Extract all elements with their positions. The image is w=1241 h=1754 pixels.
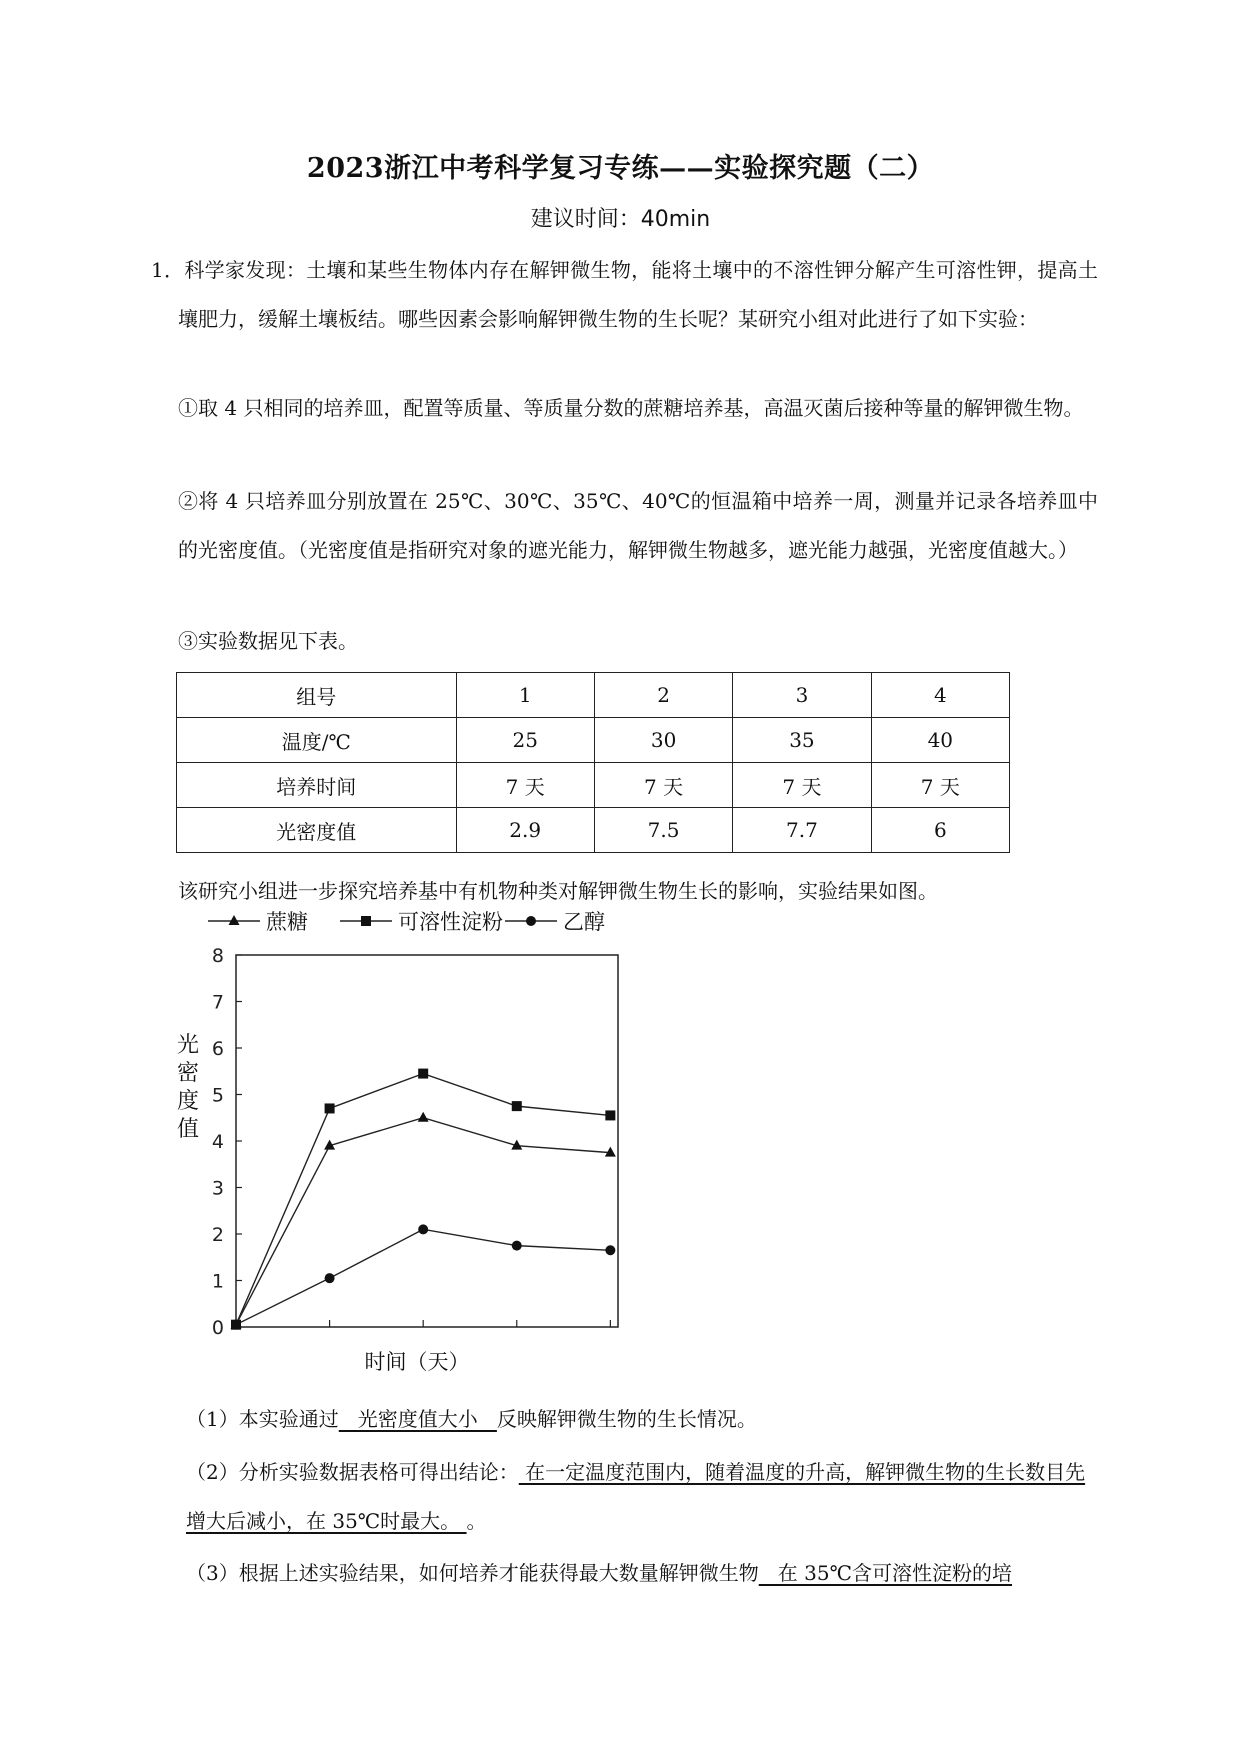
table-cell: 7 天 bbox=[871, 763, 1009, 808]
table-cell: 2.9 bbox=[456, 808, 594, 853]
data-point-circle bbox=[231, 1320, 241, 1330]
table-cell: 2 bbox=[594, 673, 732, 718]
table-cell: 1 bbox=[456, 673, 594, 718]
experiment-data-table bbox=[176, 672, 1010, 853]
data-point-circle bbox=[605, 1245, 615, 1255]
answer-1 bbox=[186, 1395, 1096, 1444]
answer-1-blank: 光密度值大小 bbox=[338, 1407, 497, 1431]
answer-3-blank: 在 35℃含可溶性淀粉的培 bbox=[758, 1561, 1012, 1585]
table-cell: 7.7 bbox=[733, 808, 871, 853]
legend-label: 蔗糖 bbox=[266, 910, 308, 934]
table-row-header: 培养时间 bbox=[177, 763, 457, 808]
table-cell: 4 bbox=[871, 673, 1009, 718]
y-tick-label: 2 bbox=[211, 1224, 224, 1246]
y-axis-label: 值 bbox=[176, 1117, 200, 1142]
data-point-square bbox=[325, 1103, 335, 1113]
suggested-time: 建议时间：40min bbox=[530, 207, 711, 232]
data-point-square bbox=[361, 916, 371, 926]
answer-3 bbox=[186, 1549, 1096, 1598]
data-point-circle bbox=[325, 1273, 335, 1283]
data-point-triangle bbox=[418, 1112, 429, 1122]
table-row-header: 温度/℃ bbox=[177, 718, 457, 763]
table-cell: 30 bbox=[594, 718, 732, 763]
table-row bbox=[177, 763, 1010, 808]
y-tick-label: 3 bbox=[211, 1177, 224, 1200]
table-cell: 40 bbox=[871, 718, 1009, 763]
series-line bbox=[236, 1074, 610, 1325]
plot-frame bbox=[236, 955, 618, 1327]
chart-intro: 该研究小组进一步探究培养基中有机物种类对解钾微生物生长的影响，实验结果如图。 bbox=[178, 879, 938, 903]
y-tick-label: 0 bbox=[211, 1317, 224, 1339]
step-3: ③实验数据见下表。 bbox=[178, 629, 358, 653]
data-point-circle bbox=[512, 1241, 522, 1251]
answer-2-prompt: （2）分析实验数据表格可得出结论： bbox=[186, 1460, 519, 1484]
answer-3-prompt: （3）根据上述实验结果，如何培养才能获得最大数量解钾微生物 bbox=[186, 1561, 759, 1585]
y-tick-label: 7 bbox=[211, 991, 224, 1014]
table-cell: 7 天 bbox=[456, 763, 594, 808]
data-point-triangle bbox=[605, 1147, 616, 1157]
data-point-circle bbox=[526, 916, 536, 926]
step-1: ①取 4 只相同的培养皿，配置等质量、等质量分数的蔗糖培养基，高温灭菌后接种等量的解钾微生物。 bbox=[178, 396, 1084, 420]
legend-label: 可溶性淀粉 bbox=[398, 910, 503, 934]
x-axis-label: 时间（天） bbox=[364, 1350, 470, 1374]
data-point-square bbox=[605, 1110, 615, 1120]
y-tick-label: 5 bbox=[211, 1084, 224, 1107]
table-row bbox=[177, 673, 1010, 718]
question-1-stem: 1．科学家发现：土壤和某些生物体内存在解钾微生物，能将土壤中的不溶性钾分解产生可溶性钾，提高土壤肥力，缓解土壤板结。哪些因素会影响解钾微生物的生长呢？某研究小组对此进行了如下实验： bbox=[151, 258, 1098, 331]
table-cell: 3 bbox=[733, 673, 871, 718]
table-cell: 7 天 bbox=[733, 763, 871, 808]
series-line bbox=[236, 1118, 610, 1325]
step-2: ②将 4 只培养皿分别放置在 25℃、30℃、35℃、40℃的恒温箱中培养一周，测量并记录各培养皿中的光密度值。（光密度值是指研究对象的遮光能力，解钾微生物越多，遮光能力越强，光密度值越大。） bbox=[178, 489, 1098, 562]
table-cell: 6 bbox=[871, 808, 1009, 853]
table-cell: 25 bbox=[456, 718, 594, 763]
answer-1-prompt: （1）本实验通过 bbox=[186, 1407, 339, 1431]
table-cell: 7 天 bbox=[594, 763, 732, 808]
data-point-square bbox=[418, 1069, 428, 1079]
series-line bbox=[236, 1229, 610, 1324]
y-tick-label: 6 bbox=[211, 1038, 224, 1060]
answer-2-suffix: 。 bbox=[466, 1509, 487, 1533]
y-axis-label: 光 bbox=[176, 1033, 200, 1058]
y-tick-label: 4 bbox=[211, 1131, 224, 1153]
y-tick-label: 1 bbox=[211, 1270, 224, 1293]
table-row-header: 组号 bbox=[177, 673, 457, 718]
answer-1-suffix: 反映解钾微生物的生长情况。 bbox=[496, 1407, 757, 1431]
page-title: 2023浙江中考科学复习专练——实验探究题（二） bbox=[306, 153, 935, 184]
answer-2-blank: 在一定温度范围内，随着温度的升高，解钾微生物的生长数目先增大后减小，在 35℃时最大。 bbox=[186, 1460, 1086, 1533]
table-cell: 7.5 bbox=[594, 808, 732, 853]
data-point-circle bbox=[418, 1224, 428, 1234]
answer-2 bbox=[186, 1448, 1096, 1546]
table-row bbox=[177, 718, 1010, 763]
table-row bbox=[177, 808, 1010, 853]
y-axis-label: 度 bbox=[176, 1089, 200, 1114]
data-point-triangle bbox=[229, 915, 240, 925]
y-tick-label: 8 bbox=[211, 945, 224, 967]
optical-density-chart bbox=[170, 897, 640, 1397]
table-row-header: 光密度值 bbox=[177, 808, 457, 853]
y-axis-label: 密 bbox=[176, 1061, 200, 1086]
legend-label: 乙醇 bbox=[563, 910, 605, 934]
table-cell: 35 bbox=[733, 718, 871, 763]
data-point-square bbox=[512, 1101, 522, 1111]
